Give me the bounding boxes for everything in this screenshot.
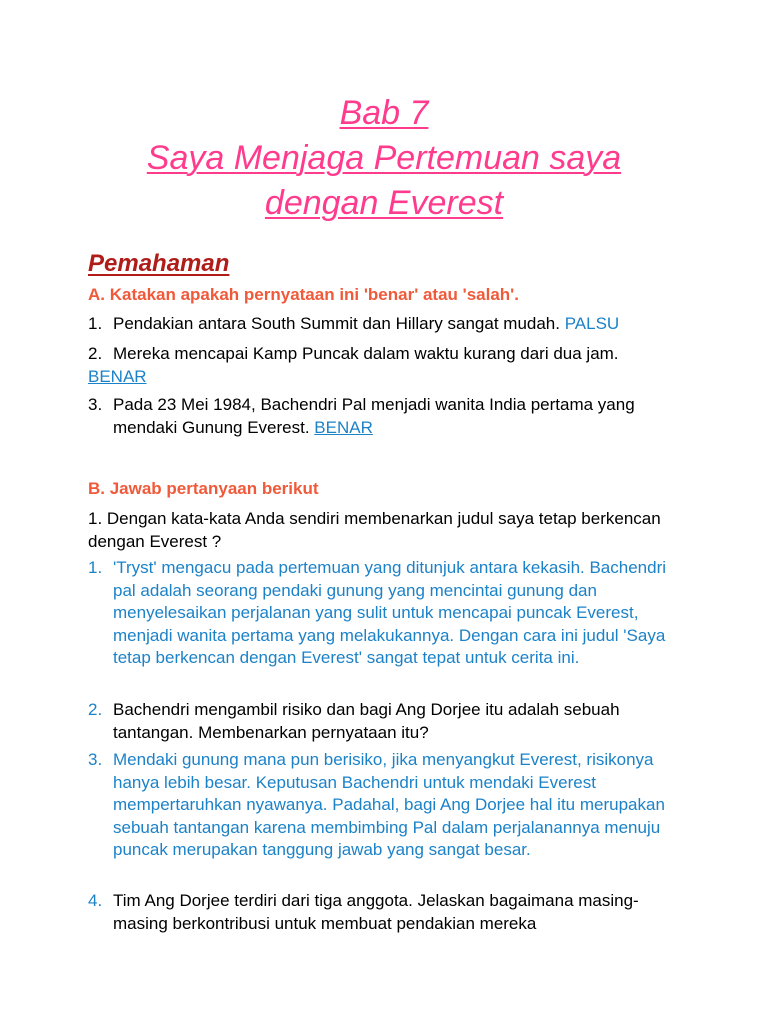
section-heading: Pemahaman: [88, 250, 230, 277]
question-intro: 1. Dengan kata-kata Anda sendiri membenarkan judul saya tetap berkencan dengan Everest ?: [88, 509, 661, 551]
answer-text: Mendaki gunung mana pun berisiko, jika menyangkut Everest, risikonya hanya lebih besar. Keputusan Bachendri untuk mendaki Everest mempertaruhkan nyawanya. Padahal, bagi Ang Dorjee hal itu merupakan sebuah tantangan karena membimbing Pal dalam perjalanannya menuju puncak merupakan tanggung jawab yang sangat besar.: [113, 750, 665, 859]
chapter-title-line-1: Saya Menjaga Pertemuan saya: [146, 139, 622, 177]
item-number: 1.: [88, 314, 103, 333]
item-number: 4.: [88, 891, 103, 910]
statement-text: Pendakian antara South Summit dan Hillary sangat mudah.: [113, 314, 560, 333]
statement-text: Pada 23 Mei 1984, Bachendri Pal menjadi wanita India pertama yang mendaki Gunung Everest.: [113, 395, 635, 437]
answer-link[interactable]: BENAR: [88, 366, 147, 386]
item-number: 2.: [88, 700, 103, 719]
chapter-number: Bab 7: [339, 94, 429, 132]
chapter-title-line-2: dengan Everest: [264, 184, 504, 222]
item-number: 2.: [88, 344, 103, 363]
question-text: Bachendri mengambil risiko dan bagi Ang Dorjee itu adalah sebuah tantangan. Membenarkan pernyataan itu?: [113, 700, 620, 742]
item-number: 3.: [88, 395, 103, 414]
statement-text: Mereka mencapai Kamp Puncak dalam waktu kurang dari dua jam.: [113, 344, 619, 363]
answer-link[interactable]: BENAR: [314, 417, 373, 437]
item-number: 1.: [88, 558, 103, 577]
item-number: 3.: [88, 750, 103, 769]
question-text: Tim Ang Dorjee terdiri dari tiga anggota. Jelaskan bagaimana masing-masing berkontribusi untuk membuat pendakian mereka: [113, 891, 639, 933]
part-a-heading: A. Katakan apakah pernyataan ini 'benar' atau 'salah'.: [88, 285, 519, 304]
answer-text: 'Tryst' mengacu pada pertemuan yang ditunjuk antara kekasih. Bachendri pal adalah seorang pendaki gunung yang mencintai gunung dan menyelesaikan perjalanan yang sulit untuk mencapai puncak Everest, menjadi wanita pertama yang melakukannya. Dengan cara ini judul 'Saya tetap berkencan dengan Everest' sangat tepat untuk cerita ini.: [113, 558, 667, 667]
answer-text: PALSU: [564, 314, 620, 333]
part-b-heading: B. Jawab pertanyaan berikut: [88, 479, 319, 498]
